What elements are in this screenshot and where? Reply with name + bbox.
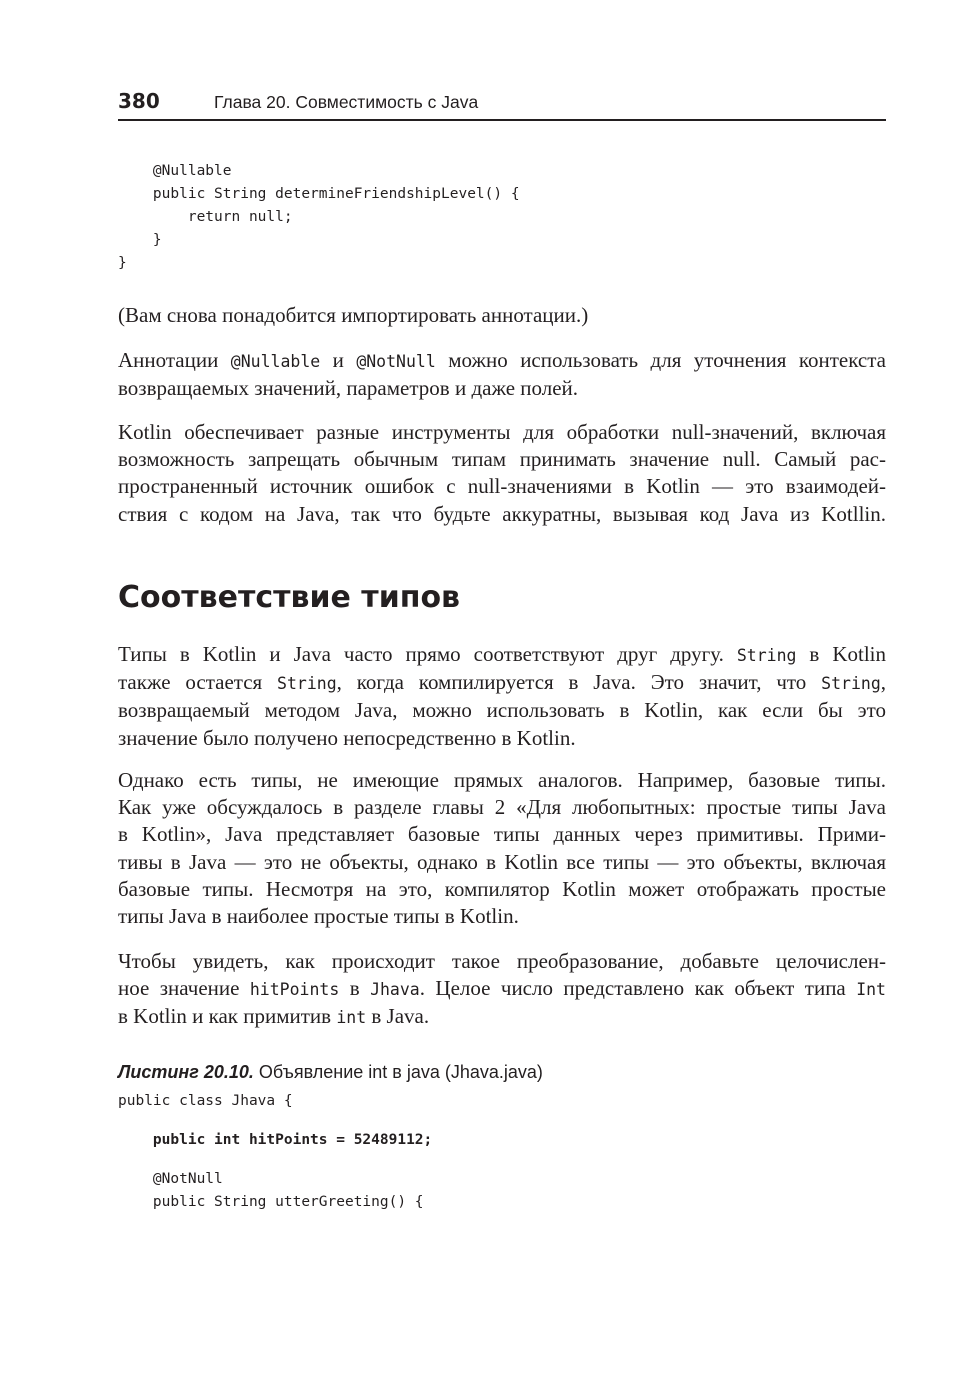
code-spacer bbox=[118, 1113, 432, 1129]
inline-code: @NotNull bbox=[356, 352, 436, 371]
text-line: значение было получено непосредственно в Kotlin. bbox=[118, 725, 576, 750]
code-block-jhava bbox=[118, 1090, 432, 1214]
text-fragment: в Java. bbox=[366, 1004, 430, 1029]
text-fragment: , bbox=[880, 670, 887, 695]
text-line bbox=[118, 975, 886, 1003]
code-line: public String utterGreeting() { bbox=[118, 1194, 424, 1210]
code-line: return null; bbox=[118, 209, 293, 225]
paragraph-annotations bbox=[118, 347, 886, 402]
section-title: Соответствие типов bbox=[118, 580, 461, 615]
text-fragment: можно использовать для уточнения контекста bbox=[435, 348, 886, 372]
text-line: Чтобы увидеть, как происходит такое преобразование, добавьте целочислен- bbox=[118, 949, 886, 973]
text-line bbox=[118, 347, 886, 375]
inline-code: String bbox=[821, 674, 881, 694]
text-line: Однако есть типы, не имеющие прямых аналогов. Например, базовые типы. bbox=[118, 768, 886, 792]
text-line: Как уже обсуждалось в разделе главы 2 «Для любопытных: простые типы Java bbox=[118, 795, 886, 820]
code-block-nullable bbox=[118, 160, 520, 275]
code-line-highlighted: public int hitPoints = 52489112; bbox=[118, 1132, 433, 1148]
inline-code: String bbox=[277, 674, 337, 694]
code-spacer bbox=[118, 1152, 432, 1168]
text-line: тивы в Java — это не объекты, однако в Kotlin все типы — это объекты, включая bbox=[118, 849, 886, 874]
text-line: пространенный источник ошибок с null-значениями в Kotlin — это взаимодей- bbox=[118, 474, 886, 499]
text-line bbox=[118, 641, 886, 669]
inline-code: Int bbox=[856, 980, 886, 1000]
text-fragment: . Целое число представлено как объект типа bbox=[419, 976, 857, 1001]
text-line: базовые типы. Несмотря на это, компилятор Kotlin может отображать простые bbox=[118, 876, 886, 901]
paragraph-primitives bbox=[118, 767, 886, 930]
inline-code: String bbox=[736, 646, 797, 665]
text-fragment: и bbox=[320, 348, 357, 372]
code-line: public class Jhava { bbox=[118, 1093, 293, 1109]
text-line: в Kotlin», Java представляет базовые типы данных через примитивы. Прими- bbox=[118, 822, 886, 847]
paragraph-import-note bbox=[118, 302, 886, 329]
inline-code: hitPoints bbox=[249, 980, 340, 1000]
text-line: ствия с кодом на Java, так что будьте аккуратны, вызывая код Java из Kotllin. bbox=[118, 501, 886, 526]
text-fragment: также остается bbox=[118, 670, 278, 695]
code-line: @Nullable bbox=[118, 163, 232, 179]
text-fragment: Типы в Kotlin и Java часто прямо соответствуют друг другу. bbox=[118, 642, 737, 666]
text-fragment: в Kotlin и как примитив bbox=[118, 1004, 337, 1029]
paragraph-null-safety bbox=[118, 419, 886, 528]
paragraph-conversion bbox=[118, 948, 886, 1032]
code-line: public String determineFriendshipLevel() { bbox=[118, 186, 520, 202]
code-line: @NotNull bbox=[118, 1171, 223, 1187]
inline-code: @Nullable bbox=[230, 352, 321, 371]
text-line: возможность запрещать обычным типам принимать значение null. Самый рас- bbox=[118, 447, 886, 472]
page-number: 380 bbox=[118, 89, 160, 113]
code-line: } bbox=[118, 255, 127, 271]
text-line bbox=[118, 1003, 886, 1031]
text-line: типы Java в наиболее простые типы в Kotlin. bbox=[118, 904, 519, 929]
text-fragment: , когда компилируется в Java. Это значит, что bbox=[336, 670, 822, 695]
paragraph-type-mapping bbox=[118, 641, 886, 752]
listing-label: Листинг 20.10. bbox=[118, 1062, 254, 1082]
text-line: Kotlin обеспечивает разные инструменты для обработки null-значений, включая bbox=[118, 420, 886, 444]
code-line: } bbox=[118, 232, 162, 248]
text-fragment: в bbox=[339, 976, 371, 1001]
text-fragment: Аннотации bbox=[118, 348, 231, 372]
text-fragment: ное значение bbox=[118, 976, 250, 1001]
inline-code: int bbox=[336, 1008, 367, 1028]
text-line: возвращаемых значений, параметров и даже полей. bbox=[118, 376, 579, 401]
listing-caption bbox=[118, 1060, 543, 1084]
listing-title: Объявление int в java (Jhava.java) bbox=[253, 1062, 543, 1082]
text-line: (Вам снова понадобится импортировать аннотации.) bbox=[118, 303, 589, 327]
text-line: возвращаемый методом Java, можно использовать в Kotlin, как если бы это bbox=[118, 698, 886, 723]
running-header bbox=[118, 86, 886, 121]
text-line bbox=[118, 669, 886, 697]
text-fragment: в Kotlin bbox=[796, 642, 886, 666]
inline-code: Jhava bbox=[370, 980, 420, 1000]
chapter-title: Глава 20. Совместимость с Java bbox=[214, 92, 479, 112]
